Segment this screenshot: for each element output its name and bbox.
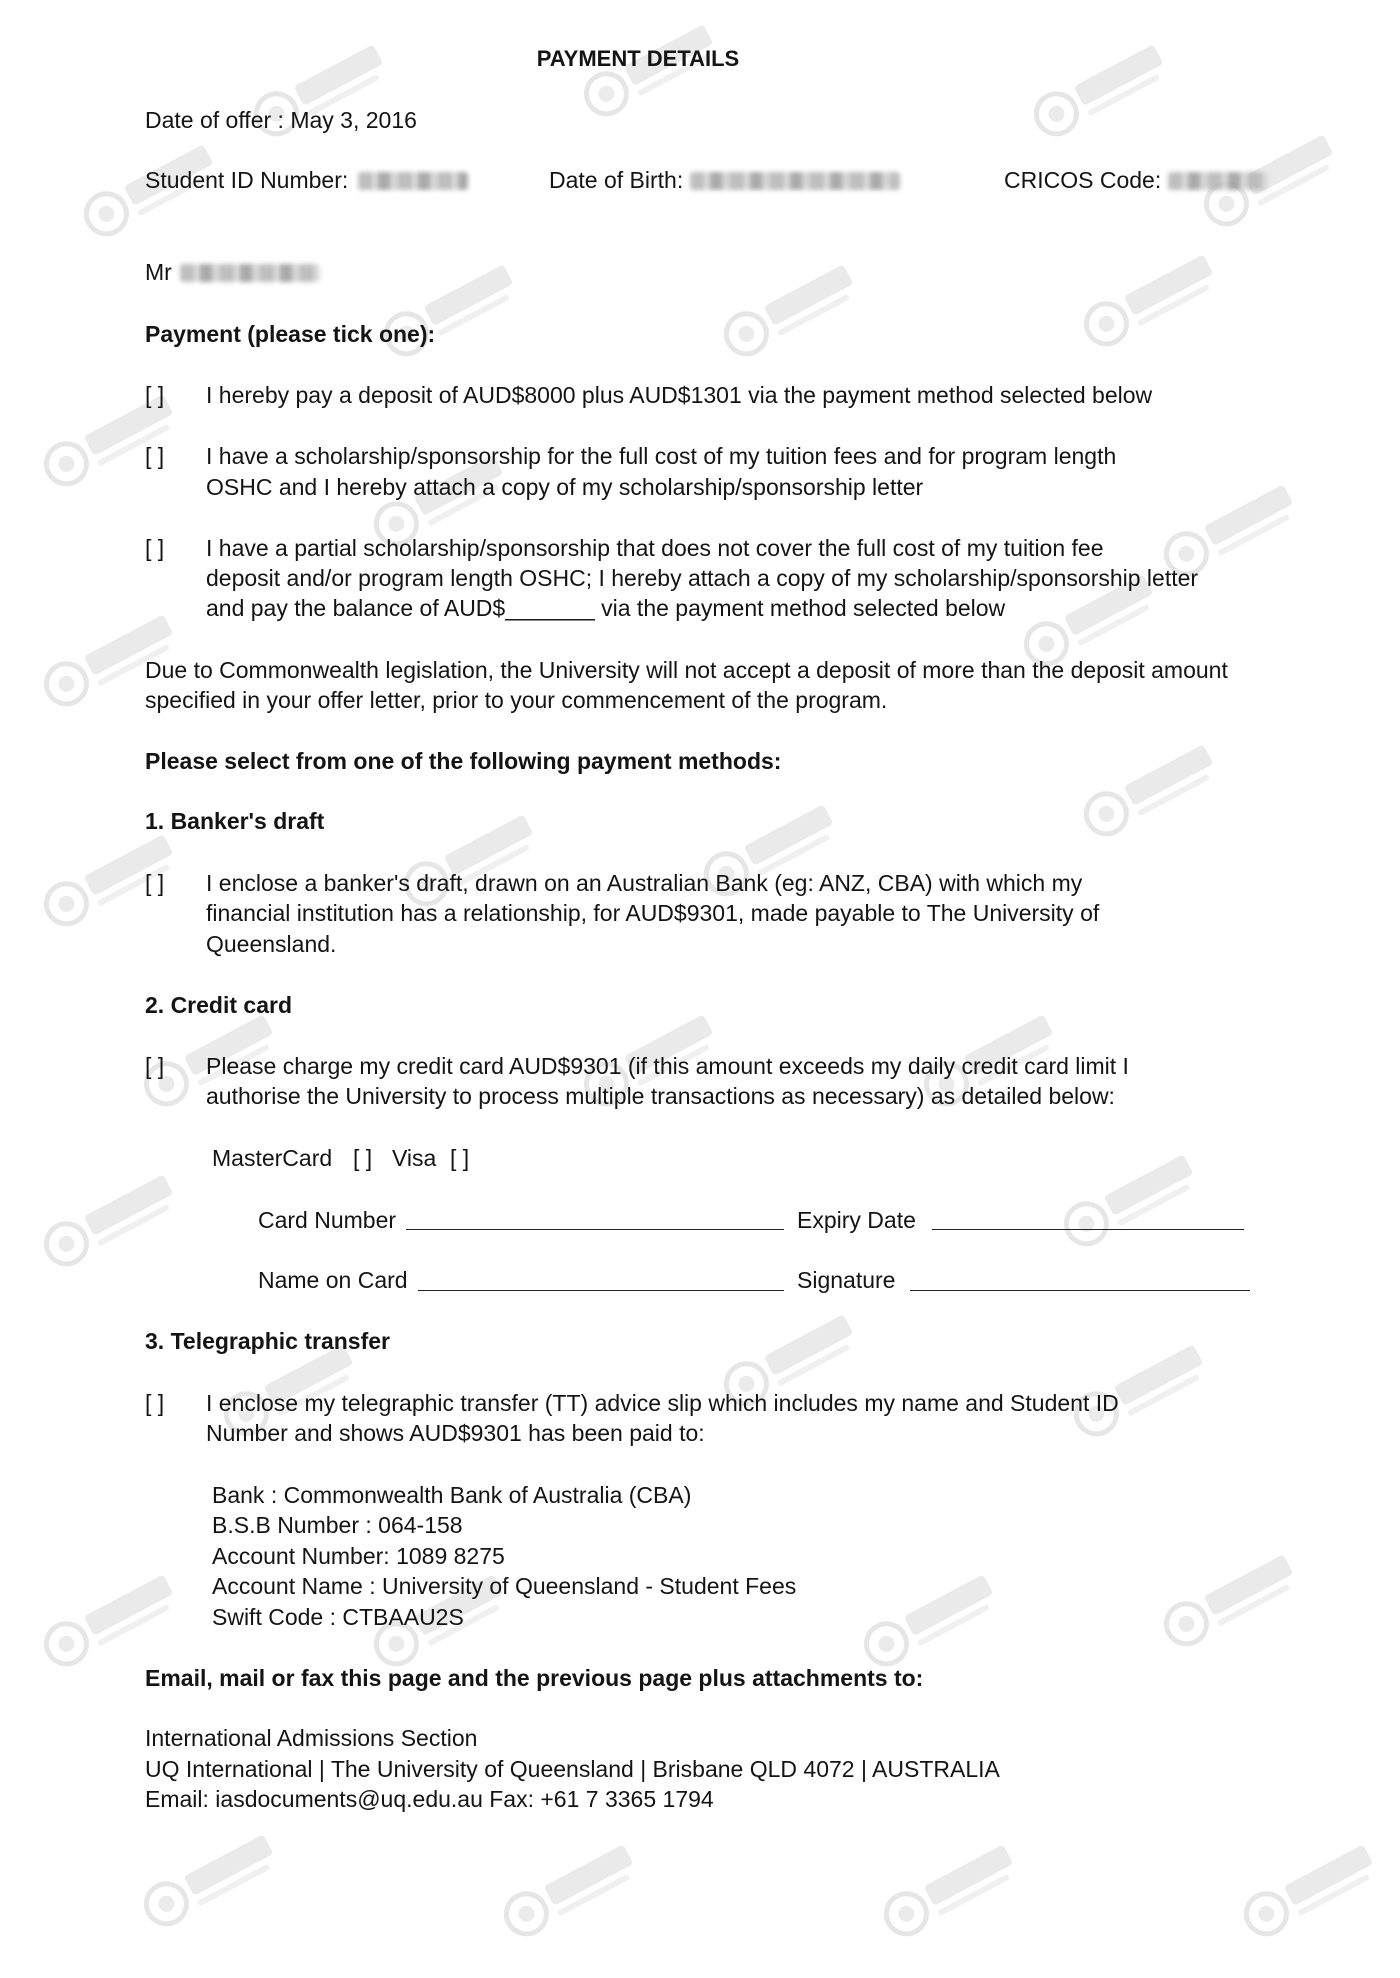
credit-card-line: authorise the University to process multiple transactions as necessary) as detailed below: xyxy=(206,1083,1115,1109)
partial-scholarship-line: and pay the balance of AUD$_______ via the payment method selected below xyxy=(206,595,1006,621)
date-of-offer-label: Date of offer : xyxy=(145,107,291,133)
bank-detail-line: Bank : Commonwealth Bank of Australia (CBA) xyxy=(212,1482,692,1508)
payment-methods-heading: Please select from one of the following payment methods: xyxy=(145,748,782,774)
watermark-logo-icon xyxy=(1040,1140,1220,1250)
credit-card-line: Please charge my credit card AUD$9301 (if this amount exceeds my daily credit card limit I xyxy=(206,1053,1129,1079)
telegraphic-transfer-line: Number and shows AUD$9301 has been paid to: xyxy=(206,1420,705,1446)
watermark-logo-icon xyxy=(20,1560,200,1670)
student-id-redacted xyxy=(358,172,468,190)
deposit-option-line: I hereby pay a deposit of AUD$8000 plus AUD$1301 via the payment method selected below xyxy=(206,382,1153,408)
watermark-logo-icon xyxy=(120,1820,300,1930)
student-id-label: Student ID Number: xyxy=(145,167,349,193)
bankers-draft-line: I enclose a banker's draft, drawn on an Australian Bank (eg: ANZ, CBA) with which my xyxy=(206,870,1083,896)
deposit-checkbox[interactable]: [ ] xyxy=(145,382,165,408)
full-scholarship-checkbox[interactable]: [ ] xyxy=(145,443,165,469)
contact-heading: Email, mail or fax this page and the previous page plus attachments to: xyxy=(145,1665,924,1691)
bankers-draft-heading: 1. Banker's draft xyxy=(145,808,325,834)
cricos-code-label: CRICOS Code: xyxy=(1004,167,1162,193)
partial-scholarship-line: I have a partial scholarship/sponsorship that does not cover the full cost of my tuition fee xyxy=(206,535,1104,561)
watermark-logo-icon xyxy=(20,1160,200,1270)
legislation-text: Due to Commonwealth legislation, the University will not accept a deposit of more than the deposit amount xyxy=(145,657,1228,683)
partial-scholarship-checkbox[interactable]: [ ] xyxy=(145,535,165,561)
name-on-card-field[interactable] xyxy=(418,1290,784,1291)
contact-line: Email: iasdocuments@uq.edu.au Fax: +61 7 3365 1794 xyxy=(145,1786,714,1812)
card-number-field[interactable] xyxy=(406,1229,784,1230)
bank-detail-line: Swift Code : CTBAAU2S xyxy=(212,1604,464,1630)
full-scholarship-line: I have a scholarship/sponsorship for the full cost of my tuition fees and for program length xyxy=(206,443,1117,469)
watermark-logo-icon xyxy=(1060,730,1240,840)
date-of-birth-label: Date of Birth: xyxy=(549,167,684,193)
full-scholarship-line: OSHC and I hereby attach a copy of my scholarship/sponsorship letter xyxy=(206,474,924,500)
addressee-prefix: Mr xyxy=(145,259,172,285)
bankers-draft-line: Queensland. xyxy=(206,931,337,957)
expiry-date-field[interactable] xyxy=(932,1229,1244,1230)
date-of-offer-value: May 3, 2016 xyxy=(290,107,417,133)
page-title: PAYMENT DETAILS xyxy=(536,46,740,71)
addressee-name-redacted xyxy=(180,264,320,282)
visa-label: Visa xyxy=(392,1145,437,1171)
watermark-logo-icon xyxy=(20,380,200,490)
payment-heading: Payment (please tick one): xyxy=(145,321,436,347)
telegraphic-transfer-checkbox[interactable]: [ ] xyxy=(145,1390,165,1416)
bank-detail-line: Account Name : University of Queensland - Student Fees xyxy=(212,1573,797,1599)
bank-detail-line: Account Number: 1089 8275 xyxy=(212,1543,505,1569)
bankers-draft-checkbox[interactable]: [ ] xyxy=(145,870,165,896)
watermark-logo-icon xyxy=(840,1560,1020,1670)
partial-scholarship-line: deposit and/or program length OSHC; I hereby attach a copy of my scholarship/sponsorship letter xyxy=(206,565,1199,591)
visa-checkbox[interactable]: [ ] xyxy=(450,1145,470,1171)
expiry-date-label: Expiry Date xyxy=(797,1207,916,1233)
bank-detail-line: B.S.B Number : 064-158 xyxy=(212,1512,463,1538)
watermark-logo-icon xyxy=(1060,240,1240,350)
watermark-logo-icon xyxy=(480,1830,660,1940)
bankers-draft-line: financial institution has a relationship, for AUD$9301, made payable to The University of xyxy=(206,900,1100,926)
contact-line: UQ International | The University of Queensland | Brisbane QLD 4072 | AUSTRALIA xyxy=(145,1756,1000,1782)
telegraphic-transfer-heading: 3. Telegraphic transfer xyxy=(145,1328,390,1354)
mastercard-checkbox[interactable]: [ ] xyxy=(353,1145,373,1171)
watermark-logo-icon xyxy=(1050,1330,1230,1440)
watermark-logo-icon xyxy=(700,250,880,360)
signature-label: Signature xyxy=(797,1267,896,1293)
credit-card-heading: 2. Credit card xyxy=(145,992,292,1018)
mastercard-label: MasterCard xyxy=(212,1145,333,1171)
signature-field[interactable] xyxy=(910,1290,1250,1291)
legislation-text: specified in your offer letter, prior to your commencement of the program. xyxy=(145,687,888,713)
date-of-offer xyxy=(145,105,417,136)
name-on-card-label: Name on Card xyxy=(258,1267,408,1293)
contact-line: International Admissions Section xyxy=(145,1725,478,1751)
telegraphic-transfer-line: I enclose my telegraphic transfer (TT) advice slip which includes my name and Student ID xyxy=(206,1390,1119,1416)
watermark-logo-icon xyxy=(1220,1830,1400,1940)
watermark-logo-icon xyxy=(860,1830,1040,1940)
watermark-logo-icon xyxy=(1140,1540,1320,1650)
card-number-label: Card Number xyxy=(258,1207,397,1233)
cricos-code-redacted xyxy=(1168,172,1268,190)
credit-card-checkbox[interactable]: [ ] xyxy=(145,1053,165,1079)
date-of-birth-redacted xyxy=(690,172,900,190)
